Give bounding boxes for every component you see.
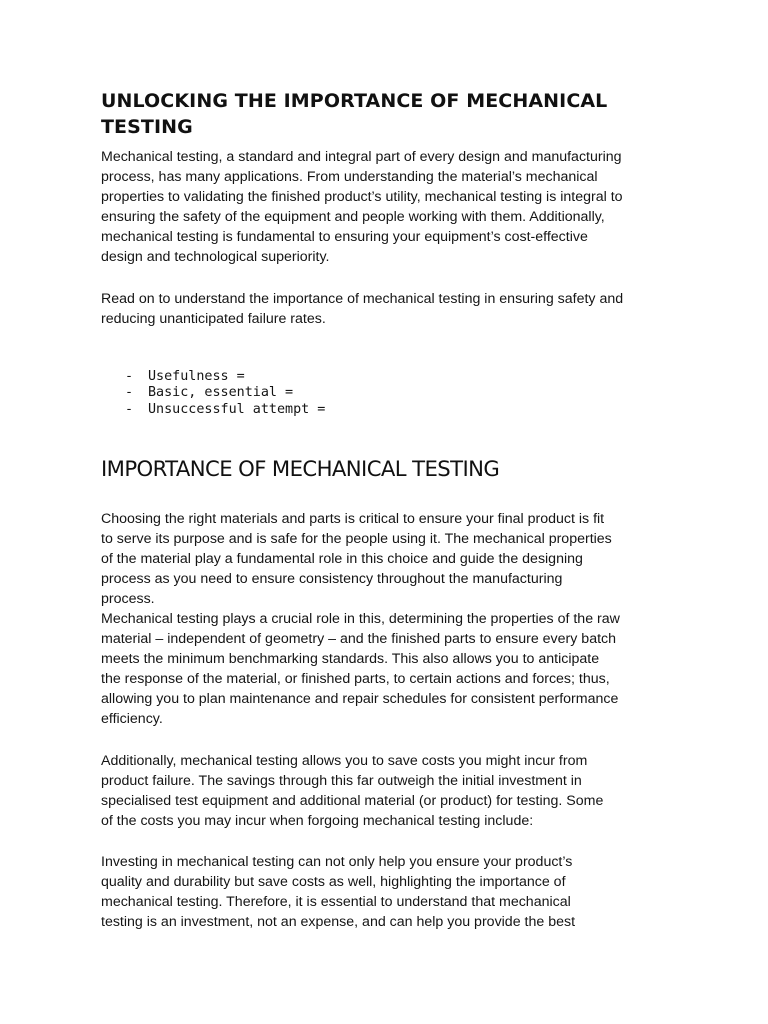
text-line: process. xyxy=(101,590,155,607)
text-line: reducing unanticipated failure rates. xyxy=(101,310,326,327)
text-line: quality and durability but save costs as well, highlighting the importance of xyxy=(101,874,566,891)
text-line: the response of the material, or finished parts, to certain actions and forces; thus, xyxy=(101,671,610,688)
list-item xyxy=(101,385,671,402)
text-line: Mechanical testing, a standard and integral part of every design and manufacturing xyxy=(101,149,622,165)
list-item xyxy=(101,369,671,386)
text-line: properties to validating the finished product’s utility, mechanical testing is integral to xyxy=(101,189,623,206)
investing-paragraph xyxy=(101,852,671,932)
text-line: material – independent of geometry – and the finished parts to ensure every batch xyxy=(101,631,617,648)
text-line: Choosing the right materials and parts is critical to ensure your final product is fit xyxy=(101,510,605,527)
list-item-text: Usefulness = xyxy=(148,368,245,384)
text-line: allowing you to plan maintenance and repair schedules for consistent performance xyxy=(101,691,619,708)
choosing-paragraph xyxy=(101,509,671,609)
text-line: mechanical testing is fundamental to ensuring your equipment’s cost-effective xyxy=(101,229,588,246)
text-line: mechanical testing. Therefore, it is essential to understand that mechanical xyxy=(101,894,571,911)
title-line: UNLOCKING THE IMPORTANCE OF MECHANICAL xyxy=(101,90,608,112)
vocabulary-list xyxy=(101,369,671,419)
title-line: TESTING xyxy=(101,116,193,138)
text-line: Mechanical testing plays a crucial role in this, determining the properties of the raw xyxy=(101,611,620,627)
text-line: meets the minimum benchmarking standards. This also allows you to anticipate xyxy=(101,651,600,668)
text-line: specialised test equipment and additional material (or product) for testing. Some xyxy=(101,792,604,809)
text-line: of the material play a fundamental role in this choice and guide the designing xyxy=(101,550,583,567)
dash-bullet: - xyxy=(125,368,134,384)
text-line: ensuring the safety of the equipment and people working with them. Additionally, xyxy=(101,209,605,226)
text-line: Investing in mechanical testing can not only help you ensure your product’s xyxy=(101,853,573,870)
list-item-text: Unsuccessful attempt = xyxy=(148,401,326,417)
text-line: Read on to understand the importance of mechanical testing in ensuring safety and xyxy=(101,290,624,307)
text-line: product failure. The savings through this far outweigh the initial investment in xyxy=(101,772,582,789)
additionally-paragraph xyxy=(101,751,671,831)
document-body xyxy=(101,88,671,932)
read-on-paragraph xyxy=(101,289,671,329)
document-title xyxy=(101,88,671,140)
text-line: process, has many applications. From understanding the material’s mechanical xyxy=(101,169,598,186)
text-line: process as you need to ensure consistency throughout the manufacturing xyxy=(101,570,563,587)
text-line: of the costs you may incur when forgoing mechanical testing include: xyxy=(101,812,534,829)
list-item xyxy=(101,402,671,419)
intro-paragraph xyxy=(101,147,671,268)
text-line: to serve its purpose and is safe for the people using it. The mechanical properties xyxy=(101,530,612,547)
crucial-role-paragraph xyxy=(101,609,671,730)
dash-bullet: - xyxy=(125,401,134,417)
text-line: design and technological superiority. xyxy=(101,249,330,266)
section-heading: IMPORTANCE OF MECHANICAL TESTING xyxy=(101,455,500,481)
list-item-text: Basic, essential = xyxy=(148,385,294,401)
text-line: testing is an investment, not an expense, and can help you provide the best xyxy=(101,914,576,931)
dash-bullet: - xyxy=(125,385,134,401)
text-line: Additionally, mechanical testing allows you to save costs you might incur from xyxy=(101,752,588,769)
text-line: efficiency. xyxy=(101,711,163,728)
